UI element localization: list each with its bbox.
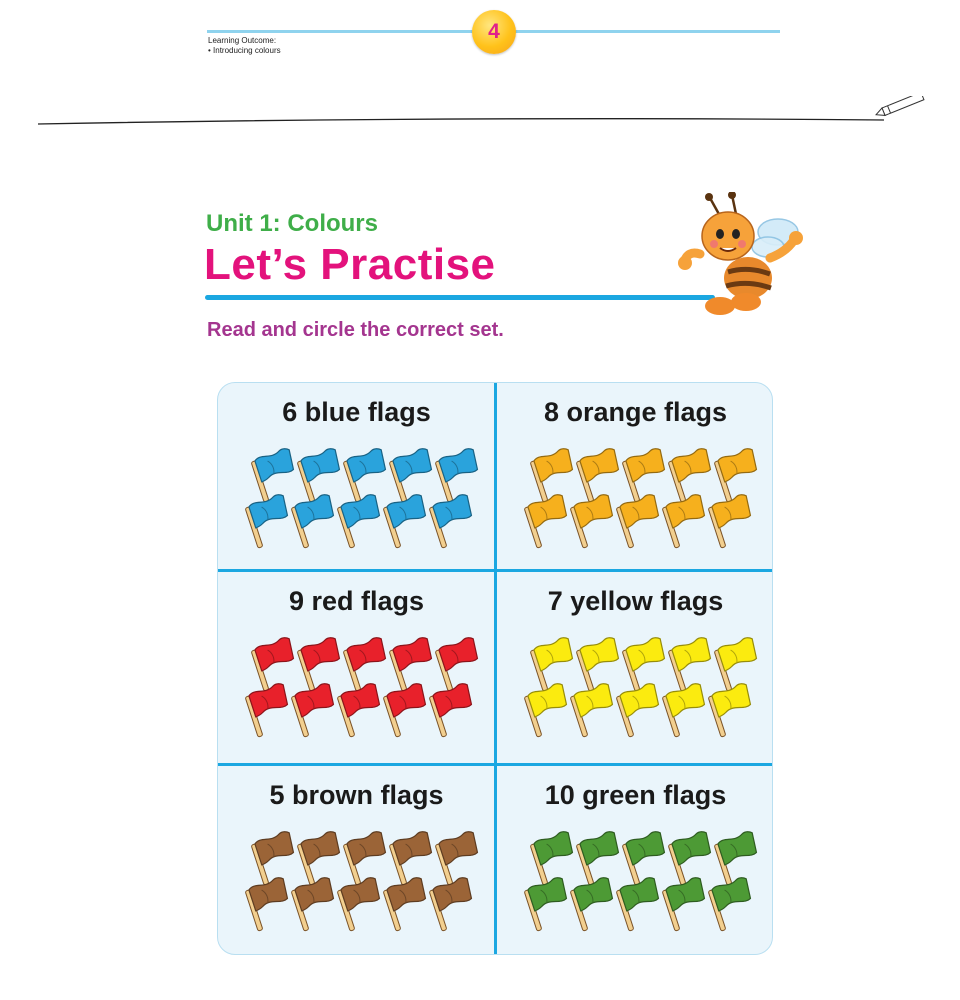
flag-icon (388, 830, 440, 885)
flag-set-brown[interactable] (218, 766, 495, 954)
flag-icon (569, 682, 621, 737)
flag-icon (342, 447, 394, 502)
flag-icon (244, 876, 296, 931)
flag-icon (296, 636, 348, 691)
flag-icon (523, 876, 575, 931)
flag-icon (434, 830, 486, 885)
instruction-text: Read and circle the correct set. (207, 319, 504, 341)
flag-icon (713, 830, 765, 885)
flag-icon (707, 876, 759, 931)
flag-icon (621, 636, 673, 691)
flag-icon (250, 636, 302, 691)
flag-set-orange[interactable] (497, 383, 773, 571)
flag-icon (575, 830, 627, 885)
flag-set-blue[interactable] (218, 383, 495, 571)
flag-set-label: 6 blue flags (282, 397, 431, 427)
flag-icon (615, 682, 667, 737)
flag-icon (434, 447, 486, 502)
flag-group (497, 830, 773, 940)
flag-icon (290, 876, 342, 931)
flag-icon (575, 636, 627, 691)
flag-set-label: 10 green flags (544, 780, 727, 810)
page-number-badge (472, 10, 516, 54)
flag-icon (569, 493, 621, 548)
pencil-line-divider (0, 96, 960, 136)
flag-set-green[interactable] (497, 766, 773, 954)
flag-icon (615, 493, 667, 548)
learning-outcome-title: Learning Outcome: (208, 36, 277, 45)
title-underline (205, 295, 715, 300)
flag-icon (569, 876, 621, 931)
flag-icon (661, 682, 713, 737)
flag-group (218, 447, 495, 557)
flag-icon (621, 447, 673, 502)
flag-icon (336, 876, 388, 931)
flag-icon (342, 830, 394, 885)
flag-icon (667, 830, 719, 885)
flag-group (218, 636, 495, 746)
flag-icon (615, 876, 667, 931)
learning-outcome-item: • Introducing colours (208, 46, 281, 55)
flag-icon (523, 682, 575, 737)
flag-sets-panel (217, 382, 773, 955)
flag-set-yellow[interactable] (497, 572, 773, 760)
flag-icon (621, 830, 673, 885)
learning-outcome (208, 36, 281, 56)
flag-icon (250, 447, 302, 502)
flag-icon (529, 636, 581, 691)
flag-group (218, 830, 495, 940)
flag-icon (290, 682, 342, 737)
flag-icon (661, 876, 713, 931)
flag-icon (428, 493, 480, 548)
flag-icon (667, 447, 719, 502)
flag-group (497, 447, 773, 557)
flag-icon (661, 493, 713, 548)
flag-icon (529, 830, 581, 885)
flag-icon (707, 493, 759, 548)
flag-icon (296, 447, 348, 502)
flag-icon (290, 493, 342, 548)
flag-icon (382, 876, 434, 931)
flag-icon (707, 682, 759, 737)
bee-mascot-icon (678, 192, 810, 322)
flag-icon (575, 447, 627, 502)
flag-icon (428, 876, 480, 931)
flag-icon (244, 493, 296, 548)
flag-icon (382, 493, 434, 548)
flag-icon (434, 636, 486, 691)
flag-icon (342, 636, 394, 691)
flag-set-label: 7 yellow flags (547, 586, 724, 616)
flag-icon (244, 682, 296, 737)
flag-set-label: 5 brown flags (269, 780, 444, 810)
page-title: Let’s Practise (204, 240, 496, 289)
flag-icon (250, 830, 302, 885)
flag-icon (388, 636, 440, 691)
flag-icon (388, 447, 440, 502)
flag-icon (382, 682, 434, 737)
flag-icon (336, 682, 388, 737)
flag-icon (523, 493, 575, 548)
flag-icon (336, 493, 388, 548)
flag-icon (667, 636, 719, 691)
flag-set-red[interactable] (218, 572, 495, 760)
flag-set-label: 9 red flags (288, 586, 425, 616)
pencil-icon (875, 96, 924, 118)
flag-group (497, 636, 773, 746)
flag-set-label: 8 orange flags (543, 397, 728, 427)
flag-icon (529, 447, 581, 502)
flag-icon (296, 830, 348, 885)
flag-icon (713, 636, 765, 691)
flag-icon (713, 447, 765, 502)
unit-title: Unit 1: Colours (206, 210, 378, 237)
flag-icon (428, 682, 480, 737)
page-number: 4 (488, 20, 500, 43)
